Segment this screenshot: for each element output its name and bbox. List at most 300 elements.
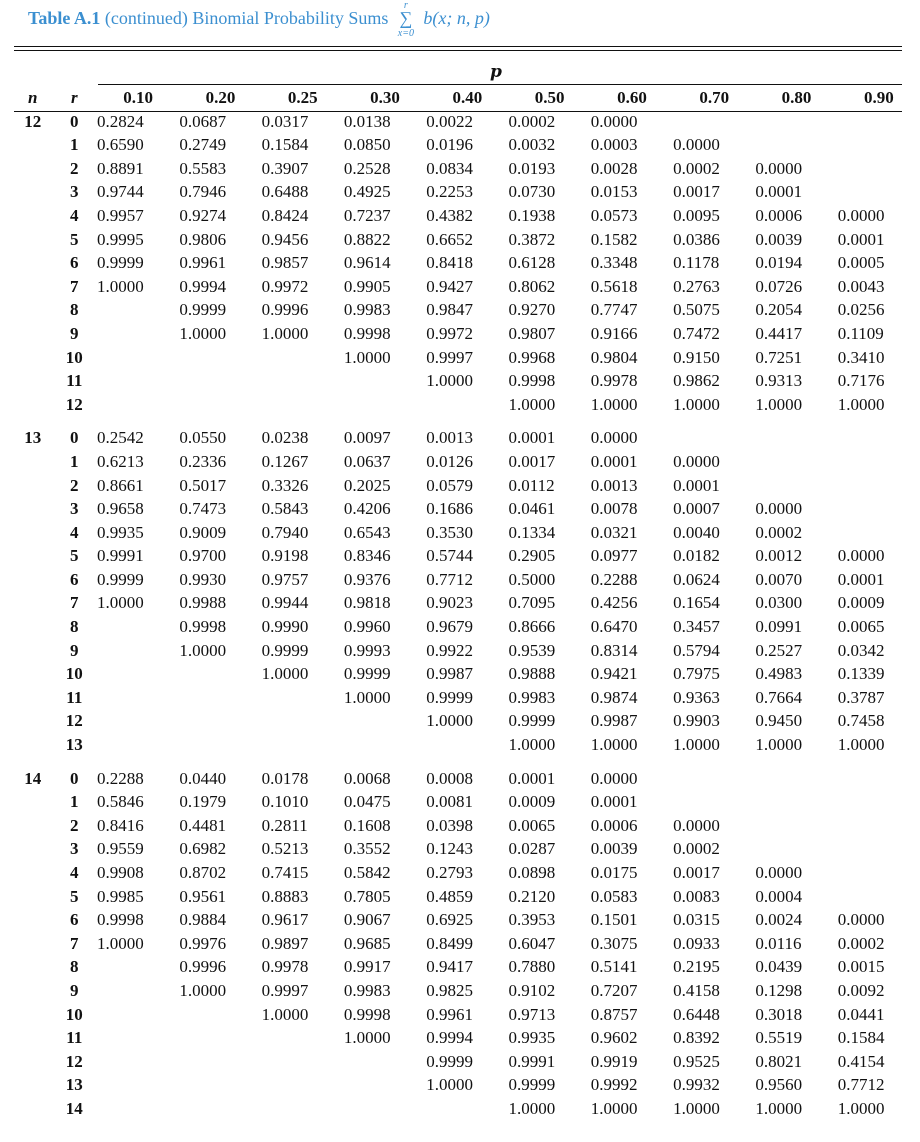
summation-lower-limit: x=0 xyxy=(397,28,414,39)
caption-function: b(x; n, p) xyxy=(423,8,490,28)
probability-cell xyxy=(97,393,179,417)
probability-cell: 0.8424 xyxy=(261,205,309,225)
probability-cell: 0.2824 xyxy=(97,111,144,131)
probability-cell: 0.9987 xyxy=(590,711,638,731)
n-cell xyxy=(14,251,52,275)
probability-cell xyxy=(262,1026,344,1050)
table-row xyxy=(14,110,920,134)
probability-cell: 1.0000 xyxy=(837,1098,885,1118)
probability-cell xyxy=(838,790,920,814)
probability-cell xyxy=(179,709,261,733)
table-number: Table A.1 xyxy=(28,8,101,28)
table-row xyxy=(14,861,920,885)
probability-cell: 0.0002 xyxy=(508,111,556,131)
probability-cell xyxy=(838,450,920,474)
r-cell: 9 xyxy=(70,980,79,1000)
table-row xyxy=(14,568,920,592)
probability-cell: 0.1109 xyxy=(837,323,884,343)
r-cell: 12 xyxy=(65,1051,83,1071)
table-row xyxy=(14,790,920,814)
r-cell: 9 xyxy=(70,640,79,660)
probability-cell: 0.9376 xyxy=(343,569,391,589)
r-cell: 13 xyxy=(65,735,83,755)
probability-cell: 0.9888 xyxy=(508,664,556,684)
probability-cell: 0.9983 xyxy=(343,300,391,320)
probability-cell: 0.2542 xyxy=(97,428,144,448)
r-cell: 3 xyxy=(70,839,79,859)
probability-cell xyxy=(755,814,837,838)
table-row xyxy=(14,1050,920,1074)
probability-cell: 0.3326 xyxy=(261,475,309,495)
probability-cell: 0.1298 xyxy=(755,980,803,1000)
r-cell: 14 xyxy=(65,1098,83,1118)
probability-cell xyxy=(673,767,755,791)
probability-cell: 0.9998 xyxy=(343,323,391,343)
probability-cell: 0.9617 xyxy=(261,910,309,930)
probability-cell: 0.8883 xyxy=(261,886,309,906)
probability-cell xyxy=(179,733,261,757)
probability-cell: 0.9998 xyxy=(343,1004,391,1024)
probability-cell: 0.9679 xyxy=(426,617,473,637)
probability-cell: 0.7458 xyxy=(837,711,885,731)
probability-cell xyxy=(262,686,344,710)
probability-cell: 0.0013 xyxy=(590,475,638,495)
probability-cell: 0.1938 xyxy=(508,205,556,225)
probability-cell: 1.0000 xyxy=(755,394,803,414)
probability-cell: 0.9713 xyxy=(508,1004,556,1024)
probability-cell: 0.1010 xyxy=(261,792,309,812)
probability-cell: 1.0000 xyxy=(261,664,309,684)
n-cell xyxy=(14,662,52,686)
probability-cell xyxy=(755,837,837,861)
probability-cell: 1.0000 xyxy=(590,394,638,414)
probability-cell xyxy=(97,733,179,757)
probability-cell: 0.9560 xyxy=(755,1075,803,1095)
n-cell xyxy=(14,733,52,757)
probability-cell: 0.9992 xyxy=(590,1075,638,1095)
probability-cell: 0.9908 xyxy=(97,863,144,882)
table-row xyxy=(14,1073,920,1097)
probability-cell: 0.0095 xyxy=(673,205,720,225)
probability-cell: 0.0005 xyxy=(837,253,885,273)
r-column-header: r xyxy=(70,88,78,107)
probability-cell: 0.0009 xyxy=(508,792,556,812)
probability-cell: 1.0000 xyxy=(590,1098,638,1118)
p-column-header: 0.60 xyxy=(617,88,647,107)
probability-cell: 0.0068 xyxy=(343,768,391,788)
probability-cell: 1.0000 xyxy=(673,1098,720,1118)
table-row xyxy=(14,1003,920,1027)
probability-cell xyxy=(755,790,837,814)
probability-cell: 0.6047 xyxy=(508,933,556,953)
probability-cell: 0.7176 xyxy=(837,371,885,391)
probability-cell: 0.7747 xyxy=(590,300,638,320)
probability-cell: 0.9960 xyxy=(343,617,391,637)
probability-cell: 0.0898 xyxy=(508,863,556,882)
probability-cell xyxy=(838,861,920,885)
probability-cell: 0.0001 xyxy=(673,475,720,495)
r-cell: 1 xyxy=(70,135,79,155)
n-column-header: n xyxy=(28,88,38,107)
probability-cell: 0.4925 xyxy=(343,182,391,202)
r-cell: 7 xyxy=(70,276,79,296)
probability-cell: 0.4158 xyxy=(673,980,720,1000)
n-cell xyxy=(14,955,52,979)
probability-cell: 0.9999 xyxy=(97,569,144,589)
r-cell: 0 xyxy=(70,111,79,131)
probability-cell: 0.0000 xyxy=(837,546,885,566)
r-cell: 5 xyxy=(70,229,79,249)
probability-cell: 0.9614 xyxy=(343,253,391,273)
probability-cell: 0.0321 xyxy=(590,522,638,542)
n-cell xyxy=(14,180,52,204)
n-cell xyxy=(14,932,52,956)
probability-cell: 0.0977 xyxy=(590,546,638,566)
probability-cell xyxy=(426,733,508,757)
table-row xyxy=(14,474,920,498)
probability-cell xyxy=(344,1073,426,1097)
probability-cell: 0.2253 xyxy=(426,182,473,202)
probability-cell: 0.8757 xyxy=(590,1004,638,1024)
probability-cell: 0.9862 xyxy=(673,371,720,391)
probability-cell: 0.7237 xyxy=(343,205,391,225)
p-column-header: 0.25 xyxy=(287,88,318,107)
probability-cell: 0.0637 xyxy=(343,451,391,471)
n-cell xyxy=(14,544,52,568)
r-cell: 3 xyxy=(70,182,79,202)
probability-cell xyxy=(179,346,261,370)
probability-cell: 0.9525 xyxy=(673,1051,720,1071)
probability-cell: 0.9417 xyxy=(426,957,473,977)
probability-cell: 0.0000 xyxy=(755,158,803,178)
probability-cell: 0.9427 xyxy=(426,276,473,296)
probability-cell: 0.7207 xyxy=(590,980,638,1000)
probability-cell xyxy=(97,1097,179,1121)
r-cell: 6 xyxy=(70,569,79,589)
probability-cell xyxy=(838,885,920,909)
probability-cell: 0.0439 xyxy=(755,957,803,977)
probability-cell: 0.6213 xyxy=(97,451,144,471)
probability-cell: 0.9987 xyxy=(426,664,473,684)
probability-cell: 0.9757 xyxy=(261,569,309,589)
n-cell xyxy=(14,709,52,733)
probability-cell: 0.4382 xyxy=(426,205,473,225)
probability-cell: 0.0001 xyxy=(837,229,885,249)
r-cell: 9 xyxy=(70,323,79,343)
p-column-header: 0.30 xyxy=(370,88,400,107)
probability-cell: 0.0002 xyxy=(837,933,885,953)
probability-cell: 0.0182 xyxy=(673,546,720,566)
probability-cell: 0.9023 xyxy=(426,593,473,613)
probability-cell: 0.9919 xyxy=(590,1051,638,1071)
n-cell xyxy=(14,204,52,228)
table-row xyxy=(14,544,920,568)
probability-cell: 1.0000 xyxy=(426,1075,473,1095)
probability-cell: 0.9985 xyxy=(97,886,144,906)
n-cell xyxy=(14,157,52,181)
probability-cell: 0.0317 xyxy=(261,111,309,131)
probability-cell: 0.9996 xyxy=(261,300,309,320)
probability-cell: 0.0398 xyxy=(426,815,473,835)
table-row xyxy=(14,497,920,521)
probability-cell: 0.7880 xyxy=(508,957,556,977)
r-cell: 0 xyxy=(70,428,79,448)
r-cell: 7 xyxy=(70,593,79,613)
n-cell xyxy=(14,133,52,157)
probability-cell: 0.7940 xyxy=(261,522,309,542)
probability-cell: 0.0081 xyxy=(426,792,473,812)
p-column-header: 0.20 xyxy=(205,88,236,107)
probability-cell: 0.5519 xyxy=(755,1028,803,1048)
probability-cell: 0.2749 xyxy=(179,135,227,155)
probability-cell xyxy=(262,369,344,393)
probability-cell: 0.9874 xyxy=(590,687,638,707)
probability-cell: 0.7472 xyxy=(673,323,720,343)
probability-cell: 0.0009 xyxy=(837,593,885,613)
n-cell xyxy=(14,861,52,885)
probability-cell: 0.9978 xyxy=(261,957,309,977)
table-row xyxy=(14,767,920,791)
probability-cell: 0.1339 xyxy=(837,664,885,684)
probability-cell xyxy=(426,1097,508,1121)
n-cell xyxy=(14,814,52,838)
probability-cell: 0.9539 xyxy=(508,640,556,660)
probability-cell xyxy=(838,180,920,204)
table-row xyxy=(14,298,920,322)
probability-cell: 0.3530 xyxy=(426,522,473,542)
probability-cell: 0.9935 xyxy=(508,1028,556,1048)
table-row xyxy=(14,133,920,157)
probability-cell: 0.5744 xyxy=(426,546,473,566)
probability-cell xyxy=(838,133,920,157)
probability-cell: 0.6925 xyxy=(426,910,473,930)
probability-cell: 0.8499 xyxy=(426,933,473,953)
probability-cell: 1.0000 xyxy=(755,735,803,755)
probability-cell: 0.9961 xyxy=(426,1004,473,1024)
probability-cell: 1.0000 xyxy=(837,394,885,414)
probability-cell: 0.0032 xyxy=(508,135,556,155)
probability-cell: 0.0002 xyxy=(673,158,720,178)
probability-cell: 0.5583 xyxy=(179,158,227,178)
probability-cell: 0.9166 xyxy=(590,323,638,343)
probability-cell xyxy=(262,709,344,733)
probability-cell xyxy=(97,709,179,733)
probability-cell: 0.0043 xyxy=(837,276,885,296)
n-cell xyxy=(14,885,52,909)
table-row xyxy=(14,979,920,1003)
probability-cell xyxy=(344,393,426,417)
probability-cell xyxy=(97,1026,179,1050)
n-cell xyxy=(14,275,52,299)
probability-cell: 0.9685 xyxy=(343,933,391,953)
probability-cell: 0.5842 xyxy=(343,863,391,882)
probability-cell: 0.0000 xyxy=(837,910,885,930)
n-cell xyxy=(14,1003,52,1027)
probability-cell: 0.0112 xyxy=(508,475,555,495)
p-column-header: 0.70 xyxy=(699,88,730,107)
r-cell: 5 xyxy=(70,546,79,566)
probability-cell: 0.0017 xyxy=(673,863,720,882)
probability-cell: 0.2336 xyxy=(179,451,227,471)
probability-cell: 0.0000 xyxy=(755,499,803,519)
probability-cell: 0.0002 xyxy=(755,522,803,542)
probability-cell: 1.0000 xyxy=(343,687,391,707)
probability-cell: 0.0933 xyxy=(673,933,720,953)
probability-cell: 0.7712 xyxy=(837,1075,885,1095)
probability-cell: 0.3075 xyxy=(590,933,638,953)
probability-cell: 0.0138 xyxy=(343,111,391,131)
probability-cell: 0.1608 xyxy=(343,815,391,835)
probability-cell: 0.8666 xyxy=(508,617,556,637)
table-row xyxy=(14,733,920,757)
probability-cell xyxy=(755,474,837,498)
probability-cell: 0.9897 xyxy=(261,933,309,953)
probability-cell: 0.7712 xyxy=(426,569,473,589)
probability-cell: 0.8392 xyxy=(673,1028,720,1048)
probability-cell xyxy=(179,1050,261,1074)
probability-cell: 0.5017 xyxy=(179,475,227,495)
caption-text: (continued) Binomial Probability Sums xyxy=(104,8,389,28)
n-cell xyxy=(14,568,52,592)
probability-cell: 0.6982 xyxy=(179,839,227,859)
table-row xyxy=(14,1097,920,1121)
probability-cell: 0.9807 xyxy=(508,323,556,343)
probability-cell: 0.4417 xyxy=(755,323,803,343)
probability-cell: 0.6488 xyxy=(261,182,309,202)
probability-cell: 0.9998 xyxy=(97,910,144,930)
r-cell: 12 xyxy=(65,394,83,414)
p-column-header: 0.10 xyxy=(123,88,154,107)
probability-cell: 0.0008 xyxy=(426,768,473,788)
probability-cell: 0.3410 xyxy=(837,347,885,367)
probability-cell: 0.9961 xyxy=(179,253,227,273)
probability-cell xyxy=(179,369,261,393)
probability-cell: 0.0065 xyxy=(837,617,885,637)
probability-cell: 0.7805 xyxy=(343,886,391,906)
probability-cell: 0.9602 xyxy=(590,1028,638,1048)
probability-cell xyxy=(262,1050,344,1074)
probability-cell: 0.0687 xyxy=(179,111,227,131)
probability-cell: 0.0000 xyxy=(755,863,803,882)
probability-cell: 0.8418 xyxy=(426,253,473,273)
probability-cell: 0.1979 xyxy=(179,792,227,812)
top-rule-thin xyxy=(14,50,902,51)
probability-cell xyxy=(179,1003,261,1027)
probability-cell: 1.0000 xyxy=(508,735,556,755)
probability-cell: 0.0386 xyxy=(673,229,720,249)
probability-cell: 1.0000 xyxy=(343,347,391,367)
probability-cell: 0.4983 xyxy=(755,664,803,684)
probability-cell: 0.9818 xyxy=(343,593,391,613)
probability-cell: 0.9905 xyxy=(343,276,391,296)
probability-cell: 0.6652 xyxy=(426,229,473,249)
probability-cell xyxy=(179,393,261,417)
n-cell xyxy=(14,686,52,710)
group-spacer xyxy=(14,757,920,767)
r-cell: 8 xyxy=(70,957,79,977)
probability-cell: 0.9700 xyxy=(179,546,227,566)
probability-cell: 0.0001 xyxy=(508,768,556,788)
probability-cell: 0.9994 xyxy=(426,1028,473,1048)
probability-cell: 0.1267 xyxy=(261,451,309,471)
table-row xyxy=(14,591,920,615)
probability-cell: 0.2054 xyxy=(755,300,803,320)
table-row xyxy=(14,615,920,639)
probability-cell: 0.0013 xyxy=(426,428,473,448)
group-spacer xyxy=(14,416,920,426)
p-header-rule xyxy=(98,84,902,85)
table-row xyxy=(14,322,920,346)
probability-cell: 0.4206 xyxy=(343,499,391,519)
probability-cell: 0.0097 xyxy=(343,428,391,448)
r-cell: 12 xyxy=(65,711,83,731)
r-cell: 13 xyxy=(65,1075,83,1095)
probability-cell: 0.2025 xyxy=(343,475,391,495)
probability-cell: 0.5141 xyxy=(590,957,638,977)
probability-cell: 0.0083 xyxy=(673,886,720,906)
probability-cell: 0.0624 xyxy=(673,569,720,589)
table-row xyxy=(14,1026,920,1050)
probability-cell: 0.0002 xyxy=(673,839,720,859)
probability-cell: 0.8661 xyxy=(97,475,144,495)
table-row xyxy=(14,709,920,733)
probability-cell xyxy=(838,814,920,838)
probability-cell: 0.0726 xyxy=(755,276,803,296)
table-row xyxy=(14,932,920,956)
n-cell: 12 xyxy=(24,111,42,131)
n-cell xyxy=(14,228,52,252)
probability-cell: 0.9957 xyxy=(97,205,144,225)
r-cell: 0 xyxy=(70,768,79,788)
probability-cell: 0.0000 xyxy=(590,428,638,448)
probability-cell: 0.7664 xyxy=(755,687,803,707)
probability-cell: 0.8062 xyxy=(508,276,556,296)
r-cell: 2 xyxy=(70,815,79,835)
n-cell xyxy=(14,369,52,393)
probability-cell: 0.0116 xyxy=(755,933,802,953)
probability-cell: 0.6543 xyxy=(343,522,391,542)
table-row xyxy=(14,251,920,275)
probability-cell xyxy=(179,686,261,710)
probability-cell: 0.0300 xyxy=(755,593,803,613)
probability-cell: 0.9996 xyxy=(179,957,227,977)
p-column-header: 0.90 xyxy=(863,88,894,107)
probability-cell: 0.0238 xyxy=(261,428,309,448)
p-column-header: 0.40 xyxy=(452,88,483,107)
probability-cell: 0.2528 xyxy=(343,158,391,178)
probability-cell: 0.4859 xyxy=(426,886,473,906)
probability-cell: 0.6470 xyxy=(590,617,638,637)
probability-cell: 0.3953 xyxy=(508,910,556,930)
probability-cell: 0.0022 xyxy=(426,111,473,131)
probability-cell: 0.9932 xyxy=(673,1075,720,1095)
probability-cell xyxy=(755,767,837,791)
table-row xyxy=(14,885,920,909)
probability-cell: 0.9983 xyxy=(508,687,556,707)
probability-cell: 0.0001 xyxy=(590,792,638,812)
probability-cell: 0.5794 xyxy=(673,640,720,660)
probability-cell: 0.9983 xyxy=(343,980,391,1000)
probability-cell: 0.9363 xyxy=(673,687,720,707)
r-cell: 8 xyxy=(70,617,79,637)
table-body xyxy=(14,110,920,1121)
probability-cell: 0.0342 xyxy=(837,640,885,660)
probability-cell xyxy=(755,110,837,134)
probability-cell: 0.2288 xyxy=(590,569,638,589)
probability-cell: 0.7415 xyxy=(261,863,309,882)
summation-upper-limit: r xyxy=(403,0,408,11)
probability-cell: 0.2763 xyxy=(673,276,720,296)
